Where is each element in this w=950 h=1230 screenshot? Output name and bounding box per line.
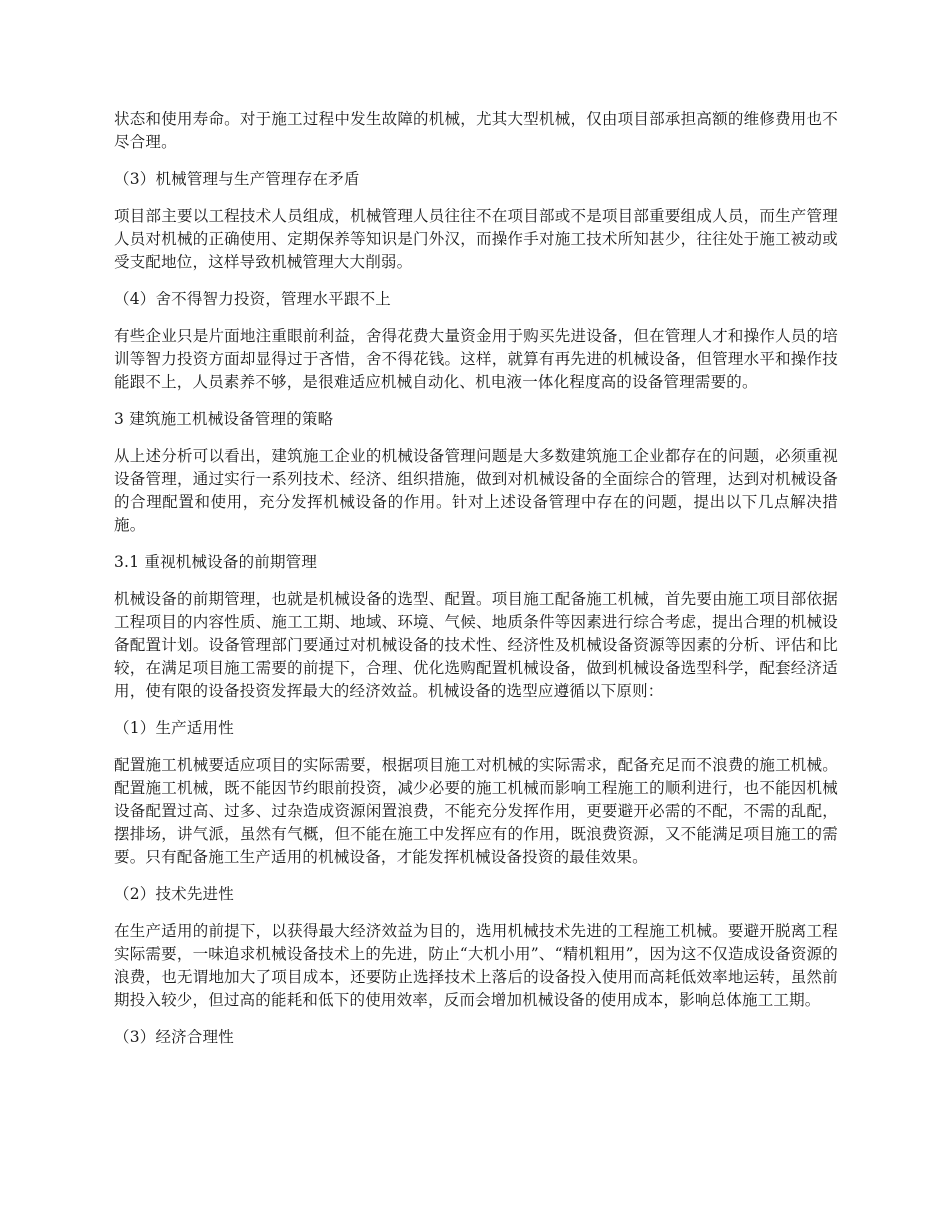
- paragraph: 配置施工机械要适应项目的实际需要，根据项目施工对机械的实际需求，配备充足而不浪费的施工机械。配置施工机械，既不能因节约眼前投资，减少必要的施工机械而影响工程施工的顺利进行，也不能因机械设备配置过高、过多、过杂造成资源闲置浪费，不能充分发挥作用，更要避开必需的不配，不需的乱配，摆排场，讲气派，虽然有气概，但不能在施工中发挥应有的作用，既浪费资源，又不能满足项目施工的需要。只有配备施工生产适用的机械设备，才能发挥机械设备投资的最佳效果。: [114, 756, 838, 866]
- section-heading: （2）技术先进性: [114, 885, 234, 903]
- section-heading: （4）舍不得智力投资，管理水平跟不上: [114, 290, 391, 308]
- section-heading: （3）经济合理性: [114, 1028, 234, 1046]
- paragraph: 项目部主要以工程技术人员组成，机械管理人员往往不在项目部或不是项目部重要组成人员，而生产管理人员对机械的正确使用、定期保养等知识是门外汉，而操作手对施工技术所知甚少，往往处于施工被动或受支配地位，这样导致机械管理大大削弱。: [114, 207, 838, 271]
- paragraph: 机械设备的前期管理，也就是机械设备的选型、配置。项目施工配备施工机械，首先要由施工项目部依据工程项目的内容性质、施工工期、地域、环境、气候、地质条件等因素进行综合考虑，提出合理的机械设备配置计划。设备管理部门要通过对机械设备的技术性、经济性及机械设备资源等因素的分析、评估和比较，在满足项目施工需要的前提下，合理、优化选购配置机械设备，做到机械设备选型科学，配套经济适用，使有限的设备投资发挥最大的经济效益。机械设备的选型应遵循以下原则：: [114, 590, 838, 700]
- section-heading: （1）生产适用性: [114, 719, 234, 737]
- section-heading: 3 建筑施工机械设备管理的策略: [114, 410, 334, 428]
- paragraph: 从上述分析可以看出，建筑施工企业的机械设备管理问题是大多数建筑施工企业都存在的问题，必须重视设备管理，通过实行一系列技术、经济、组织措施，做到对机械设备的全面综合的管理，达到对机械设备的合理配置和使用，充分发挥机械设备的作用。针对上述设备管理中存在的问题，提出以下几点解决措施。: [114, 447, 838, 534]
- section-heading: 3.1 重视机械设备的前期管理: [114, 553, 318, 571]
- document-page: [114, 108, 838, 1063]
- paragraph: 有些企业只是片面地注重眼前利益，舍得花费大量资金用于购买先进设备，但在管理人才和操作人员的培训等智力投资方面却显得过于吝惜，舍不得花钱。这样，就算有再先进的机械设备，但管理水平和操作技能跟不上，人员素养不够，是很难适应机械自动化、机电液一体化程度高的设备管理需要的。: [114, 327, 838, 391]
- paragraph: 在生产适用的前提下，以获得最大经济效益为目的，选用机械技术先进的工程施工机械。要避开脱离工程实际需要，一味追求机械设备技术上的先进，防止“大机小用”、“精机粗用”，因为这不仅造成设备资源的浪费，也无谓地加大了项目成本，还要防止选择技术上落后的设备投入使用而高耗低效率地运转，虽然前期投入较少，但过高的能耗和低下的使用效率，反而会增加机械设备的使用成本，影响总体施工工期。: [114, 922, 838, 1009]
- section-heading: （3）机械管理与生产管理存在矛盾: [114, 170, 360, 188]
- paragraph: 状态和使用寿命。对于施工过程中发生故障的机械，尤其大型机械，仅由项目部承担高额的维修费用也不尽合理。: [114, 110, 838, 151]
